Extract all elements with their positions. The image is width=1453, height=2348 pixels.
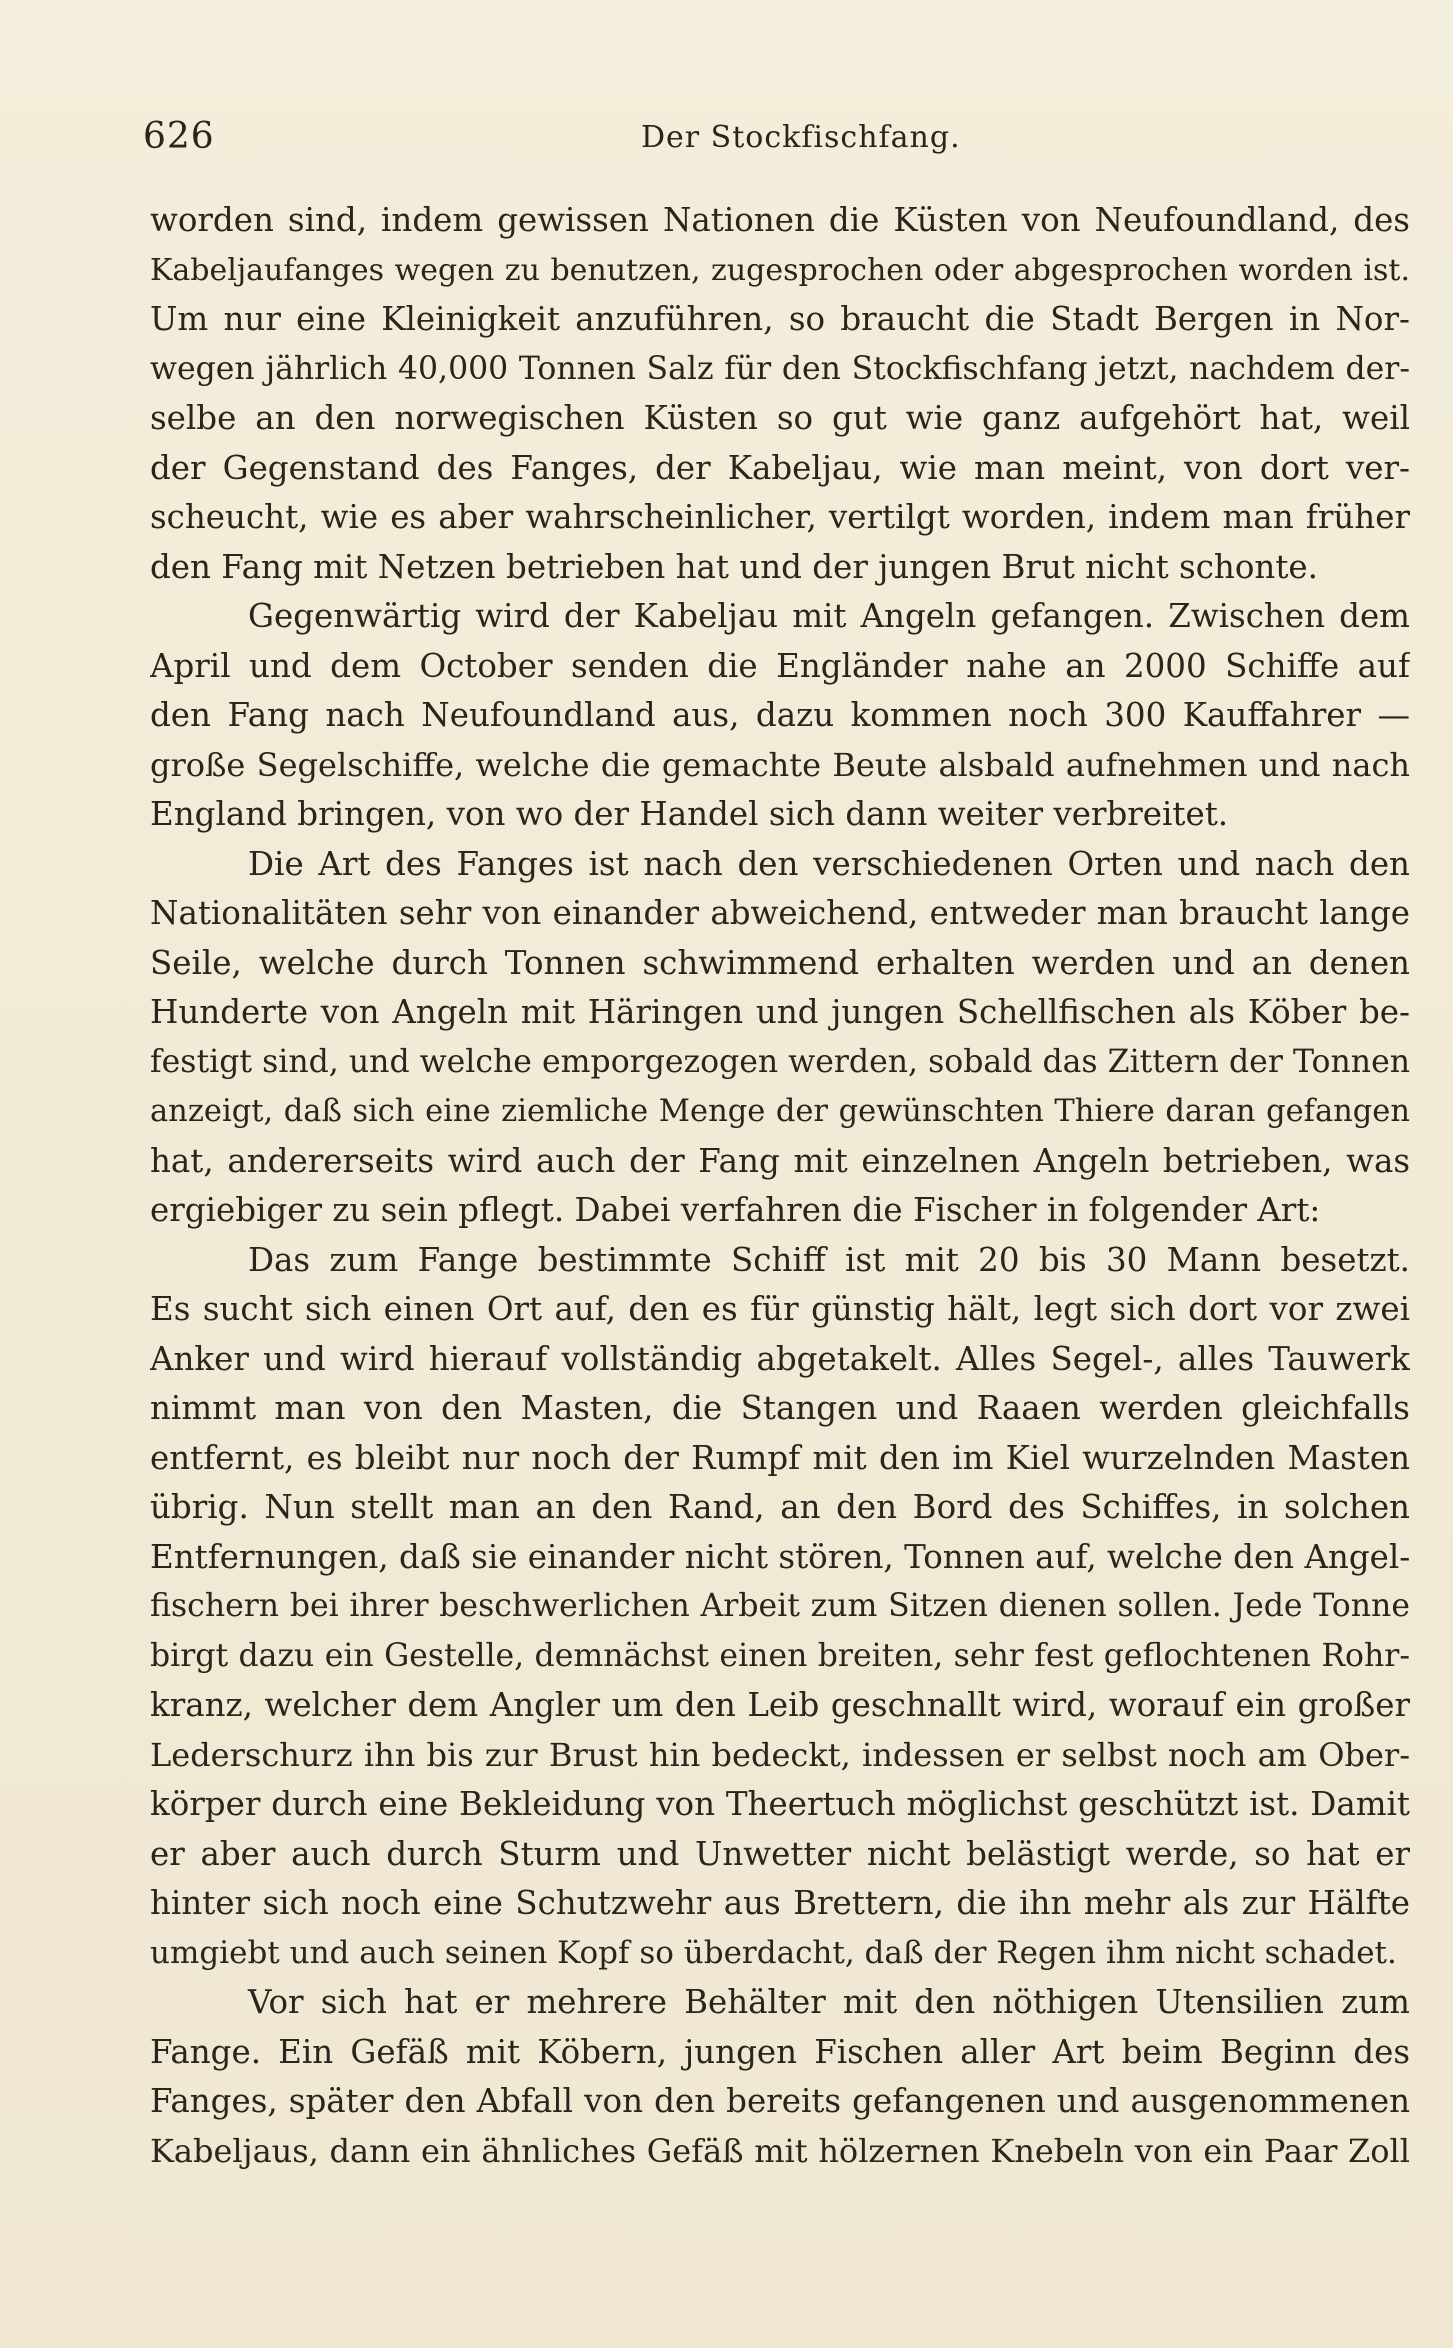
text-line: selbe an den norwegischen Küsten so gut wie ganz aufgehört hat, weil — [150, 399, 1410, 437]
text-line: hinter sich noch eine Schutzwehr aus Brettern, die ihn mehr als zur Hälfte — [150, 1884, 1410, 1922]
text-line: Vor sich hat er mehrere Behälter mit den nöthigen Utensilien zum — [248, 1983, 1410, 2021]
text-line: Kabeljaus, dann ein ähnliches Gefäß mit hölzernen Knebeln von ein Paar Zoll — [150, 2131, 1410, 2170]
text-line: Nationalitäten sehr von einander abweichend, entweder man braucht lange — [150, 894, 1410, 932]
text-line: ergiebiger zu sein pflegt. Dabei verfahren die Fischer in folgender Art: — [150, 1191, 1321, 1229]
text-line: Anker und wird hierauf vollständig abgetakelt. Alles Segel-, alles Tauwerk — [150, 1339, 1410, 1378]
text-line: festigt sind, und welche emporgezogen werden, sobald das Zittern der Tonnen — [150, 1043, 1410, 1080]
running-head: Der Stockfischfang. — [641, 120, 961, 155]
text-line: Die Art des Fanges ist nach den verschiedenen Orten und nach den — [248, 844, 1410, 883]
text-line: Gegenwärtig wird der Kabeljau mit Angeln gefangen. Zwischen dem — [248, 597, 1410, 635]
text-line: Es sucht sich einen Ort auf, den es für günstig hält, legt sich dort vor zwei — [150, 1290, 1410, 1328]
text-line: birgt dazu ein Gestelle, demnächst einen breiten, sehr fest geflochtenen Rohr- — [150, 1637, 1410, 1674]
text-line: fischern bei ihrer beschwerlichen Arbeit zum Sitzen dienen sollen. Jede Tonne — [150, 1588, 1410, 1624]
page-header — [143, 108, 1413, 168]
text-line: Lederschurz ihn bis zur Brust hin bedeckt, indessen er selbst noch am Ober- — [150, 1735, 1410, 1774]
text-line: England bringen, von wo der Handel sich dann weiter verbreitet. — [150, 795, 1229, 833]
text-line: Hunderte von Angeln mit Häringen und jungen Schellfischen als Köber be- — [150, 993, 1410, 1031]
text-line: der Gegenstand des Fanges, der Kabeljau, wie man meint, von dort ver- — [150, 448, 1410, 487]
text-line: April und dem October senden die Engländer nahe an 2000 Schiffe auf — [150, 646, 1410, 685]
text-line: entfernt, es bleibt nur noch der Rumpf mit den im Kiel wurzelnden Masten — [150, 1438, 1410, 1477]
text-line: Seile, welche durch Tonnen schwimmend erhalten werden und an denen — [150, 943, 1410, 982]
text-line: worden sind, indem gewissen Nationen die Küsten von Neufoundland, des — [150, 201, 1410, 239]
page-number: 626 — [143, 116, 215, 157]
text-line: anzeigt, daß sich eine ziemliche Menge der gewünschten Thiere daran gefangen — [150, 1094, 1410, 1129]
text-line: nimmt man von den Masten, die Stangen und Raaen werden gleichfalls — [150, 1389, 1410, 1427]
text-line: wegen jährlich 40,000 Tonnen Salz für den Stockfischfang jetzt, nachdem der- — [150, 350, 1410, 387]
text-line: übrig. Nun stellt man an den Rand, an den Bord des Schiffes, in solchen — [150, 1488, 1410, 1526]
text-line: kranz, welcher dem Angler um den Leib geschnallt wird, worauf ein großer — [150, 1686, 1410, 1724]
body-text — [150, 196, 1410, 2176]
text-line: er aber auch durch Sturm und Unwetter nicht belästigt werde, so hat er — [150, 1834, 1410, 1873]
text-line: Fanges, später den Abfall von den bereits gefangenen und ausgenommenen — [150, 2082, 1410, 2120]
text-line: hat, andererseits wird auch der Fang mit einzelnen Angeln betrieben, was — [150, 1141, 1410, 1180]
text-line: körper durch eine Bekleidung von Theertuch möglichst geschützt ist. Damit — [150, 1785, 1410, 1823]
text-line: den Fang nach Neufoundland aus, dazu kommen noch 300 Kauffahrer — — [150, 696, 1410, 734]
text-line: den Fang mit Netzen betrieben hat und der jungen Brut nicht schonte. — [150, 547, 1318, 586]
text-line: scheucht, wie es aber wahrscheinlicher, vertilgt worden, indem man früher — [150, 498, 1410, 536]
text-line: Um nur eine Kleinigkeit anzuführen, so braucht die Stadt Bergen in Nor- — [150, 300, 1410, 338]
text-line: große Segelschiffe, welche die gemachte Beute alsbald aufnehmen und nach — [150, 745, 1410, 784]
text-line: Fange. Ein Gefäß mit Köbern, jungen Fischen aller Art beim Beginn des — [150, 2032, 1410, 2071]
text-line: Kabeljaufanges wegen zu benutzen, zugesprochen oder abgesprochen worden ist. — [150, 252, 1410, 288]
text-line: umgiebt und auch seinen Kopf so überdacht, daß der Regen ihm nicht schadet. — [150, 1934, 1397, 1971]
text-line: Entfernungen, daß sie einander nicht stören, Tonnen auf, welche den Angel- — [150, 1537, 1410, 1576]
text-line: Das zum Fange bestimmte Schiff ist mit 20 bis 30 Mann besetzt. — [248, 1240, 1410, 1279]
